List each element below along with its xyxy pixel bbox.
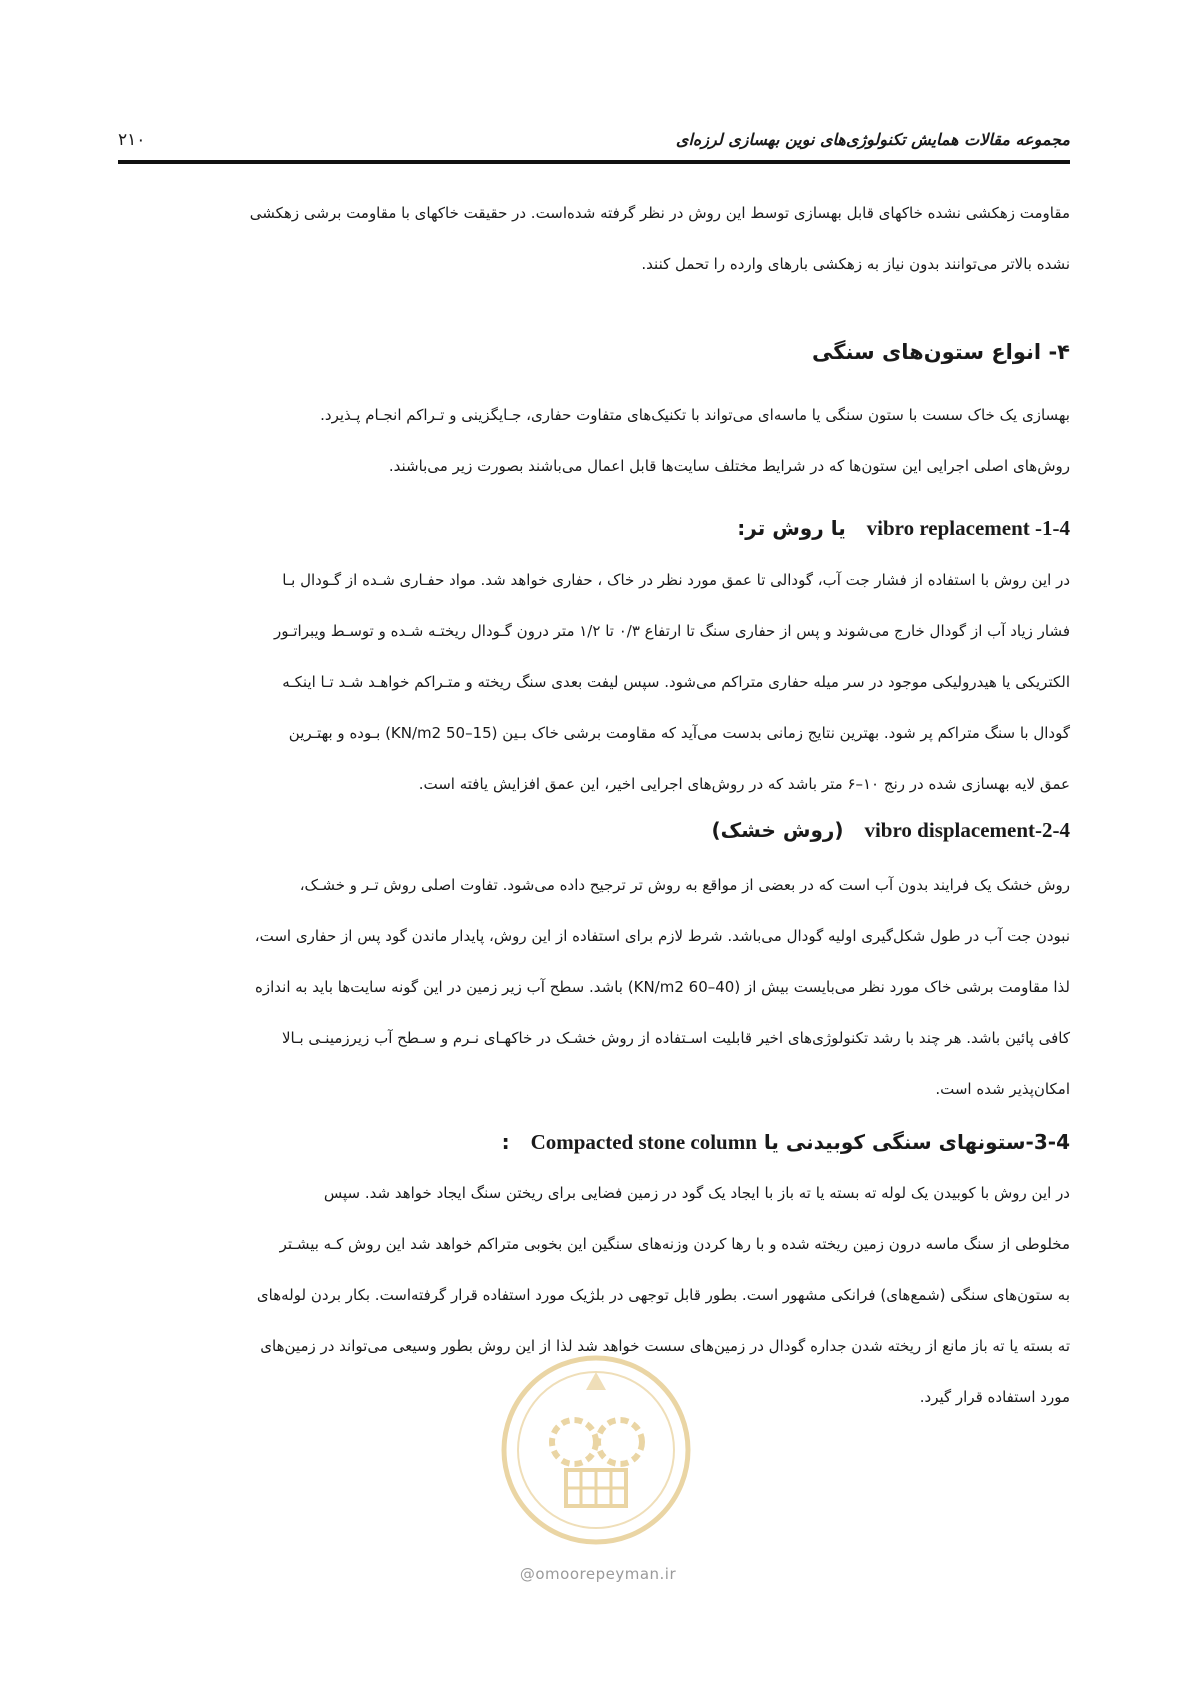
text-line: نبودن جت آب در طول شکل‌گیری اولیه گودال می‌باشد. شرط لازم برای استفاده از این روش، پایدار ماندن گود پس از حفاری است، [254,927,1070,945]
watermark-url: @omoorepeyman.ir [519,1565,677,1583]
running-title: مجموعه مقالات همایش تکنولوژی‌های نوین بهسازی لرزه‌ای [675,130,1070,149]
text-line: نشده بالاتر می‌توانند بدون نیاز به زهکشی بارهای وارده را تحمل کنند. [641,255,1070,273]
watermark-seal-icon [496,1350,696,1550]
text-line: کافی پائین باشد. هر چند با رشد تکنولوژی‌های اخیر قابلیت اسـتفاده از روش خشـک در خاکهـای نـرم و سـطح آب زیرزمینـی بـالا [281,1029,1070,1047]
intro-paragraph [118,188,1070,290]
section-4-3-heading [502,1130,1070,1155]
text-line: مقاومت زهکشی نشده خاکهای قابل بهسازی توسط این روش در نظر گرفته شده‌است. در حقیقت خاکهای با مقاومت برشی زهکشی [249,204,1070,222]
text-line: فشار زیاد آب از گودال خارج می‌شوند و پس از حفاری سنگ تا ارتفاع ۰/۳ تا ۱/۲ متر درون گـودال ریختـه شـده و توسـط ویبراتـور [273,622,1070,640]
header-rule [118,160,1070,164]
section-4-paragraph [118,390,1070,492]
text-line: مورد استفاده قرار گیرد. [919,1388,1070,1406]
section-4-1-heading [737,516,1070,541]
text-line: به ستون‌های سنگی (شمع‌های) فرانکی مشهور است. بطور قابل توجهی در بلژیک مورد استفاده قرار گرفته‌است. بکار بردن لوله‌های [256,1286,1070,1304]
section-4-heading: ۴- انواع ستون‌های سنگی [812,340,1070,364]
section-4-2-heading [712,818,1070,843]
text-line: در این روش با استفاده از فشار جت آب، گودالی تا عمق مورد نظر در خاک ، حفاری خواهد شد. مواد حفـاری شـده از گـودال بـا [282,571,1070,589]
section-4-2-paragraph [118,860,1070,1115]
text-line: مخلوطی از سنگ ماسه درون زمین ریخته شده و با رها کردن وزنه‌های سنگین این بخوبی متراکم خواهد شد این روش کـه بیشـتر [279,1235,1070,1253]
heading-latin: Compacted stone column [530,1130,757,1154]
text-line: لذا مقاومت برشی خاک مورد نظر می‌بایست بیش از (40–60 KN/m2) باشد. سطح آب زیر زمین در این گونه سایت‌ها باید به اندازه [255,978,1070,996]
text-line: گودال با سنگ متراکم پر شود. بهترین نتایج زمانی بدست می‌آید که مقاومت برشی خاک بـین (15–50 KN/m2) بـوده و بهتـرین [288,724,1070,742]
text-line: ته بسته یا ته باز مانع از ریخته شدن جداره گودال در زمین‌های سست خواهد شد لذا از این روش بطور وسیعی می‌تواند در زمین‌های [260,1337,1070,1355]
text-line: بهسازی یک خاک سست با ستون سنگی یا ماسه‌ای می‌تواند با تکنیک‌های متفاوت حفاری، جـایگزینی و تـراکم انجـام پـذیرد. [320,406,1070,424]
text-line: امکان‌پذیر شده است. [935,1080,1070,1098]
section-4-1-paragraph [118,555,1070,810]
text-line: روش خشک یک فرایند بدون آب است که در بعضی از مواقع به روش تر ترجیح داده می‌شود. تفاوت اصلی روش تـر و خشـک، [299,876,1070,894]
heading-persian: 3-4-ستونهای سنگی کوبیدنی یا [763,1130,1070,1154]
heading-colon: : [501,1130,510,1154]
page-number: ۲۱۰ [118,130,146,150]
text-line: عمق لایه بهسازی شده در رنج ۱۰–۶ متر باشد که در روش‌های اجرایی اخیر، این عمق افزایش یافته است. [418,775,1070,793]
heading-persian: یا روش تر: [737,516,846,540]
text-line: در این روش با کوبیدن یک لوله ته بسته یا ته باز با ایجاد یک گود در زمین فضایی برای ریختن سنگ ایجاد خواهد شد. سپس [323,1184,1070,1202]
text-line: الکتریکی یا هیدرولیکی موجود در سر میله حفاری متراکم می‌شود. سپس لیفت بعدی سنگ ریخته و متـراکم خواهـد شـد تـا اینکـه [282,673,1070,691]
heading-persian: (روش خشک) [711,818,844,842]
page-header [118,130,1070,160]
heading-latin: vibro replacement -1-4 [866,516,1070,540]
heading-latin: vibro displacement-2-4 [864,818,1070,842]
text-line: روش‌های اصلی اجرایی این ستون‌ها که در شرایط مختلف سایت‌ها قابل اعمال می‌باشند بصورت زیر می‌باشند. [388,457,1070,475]
